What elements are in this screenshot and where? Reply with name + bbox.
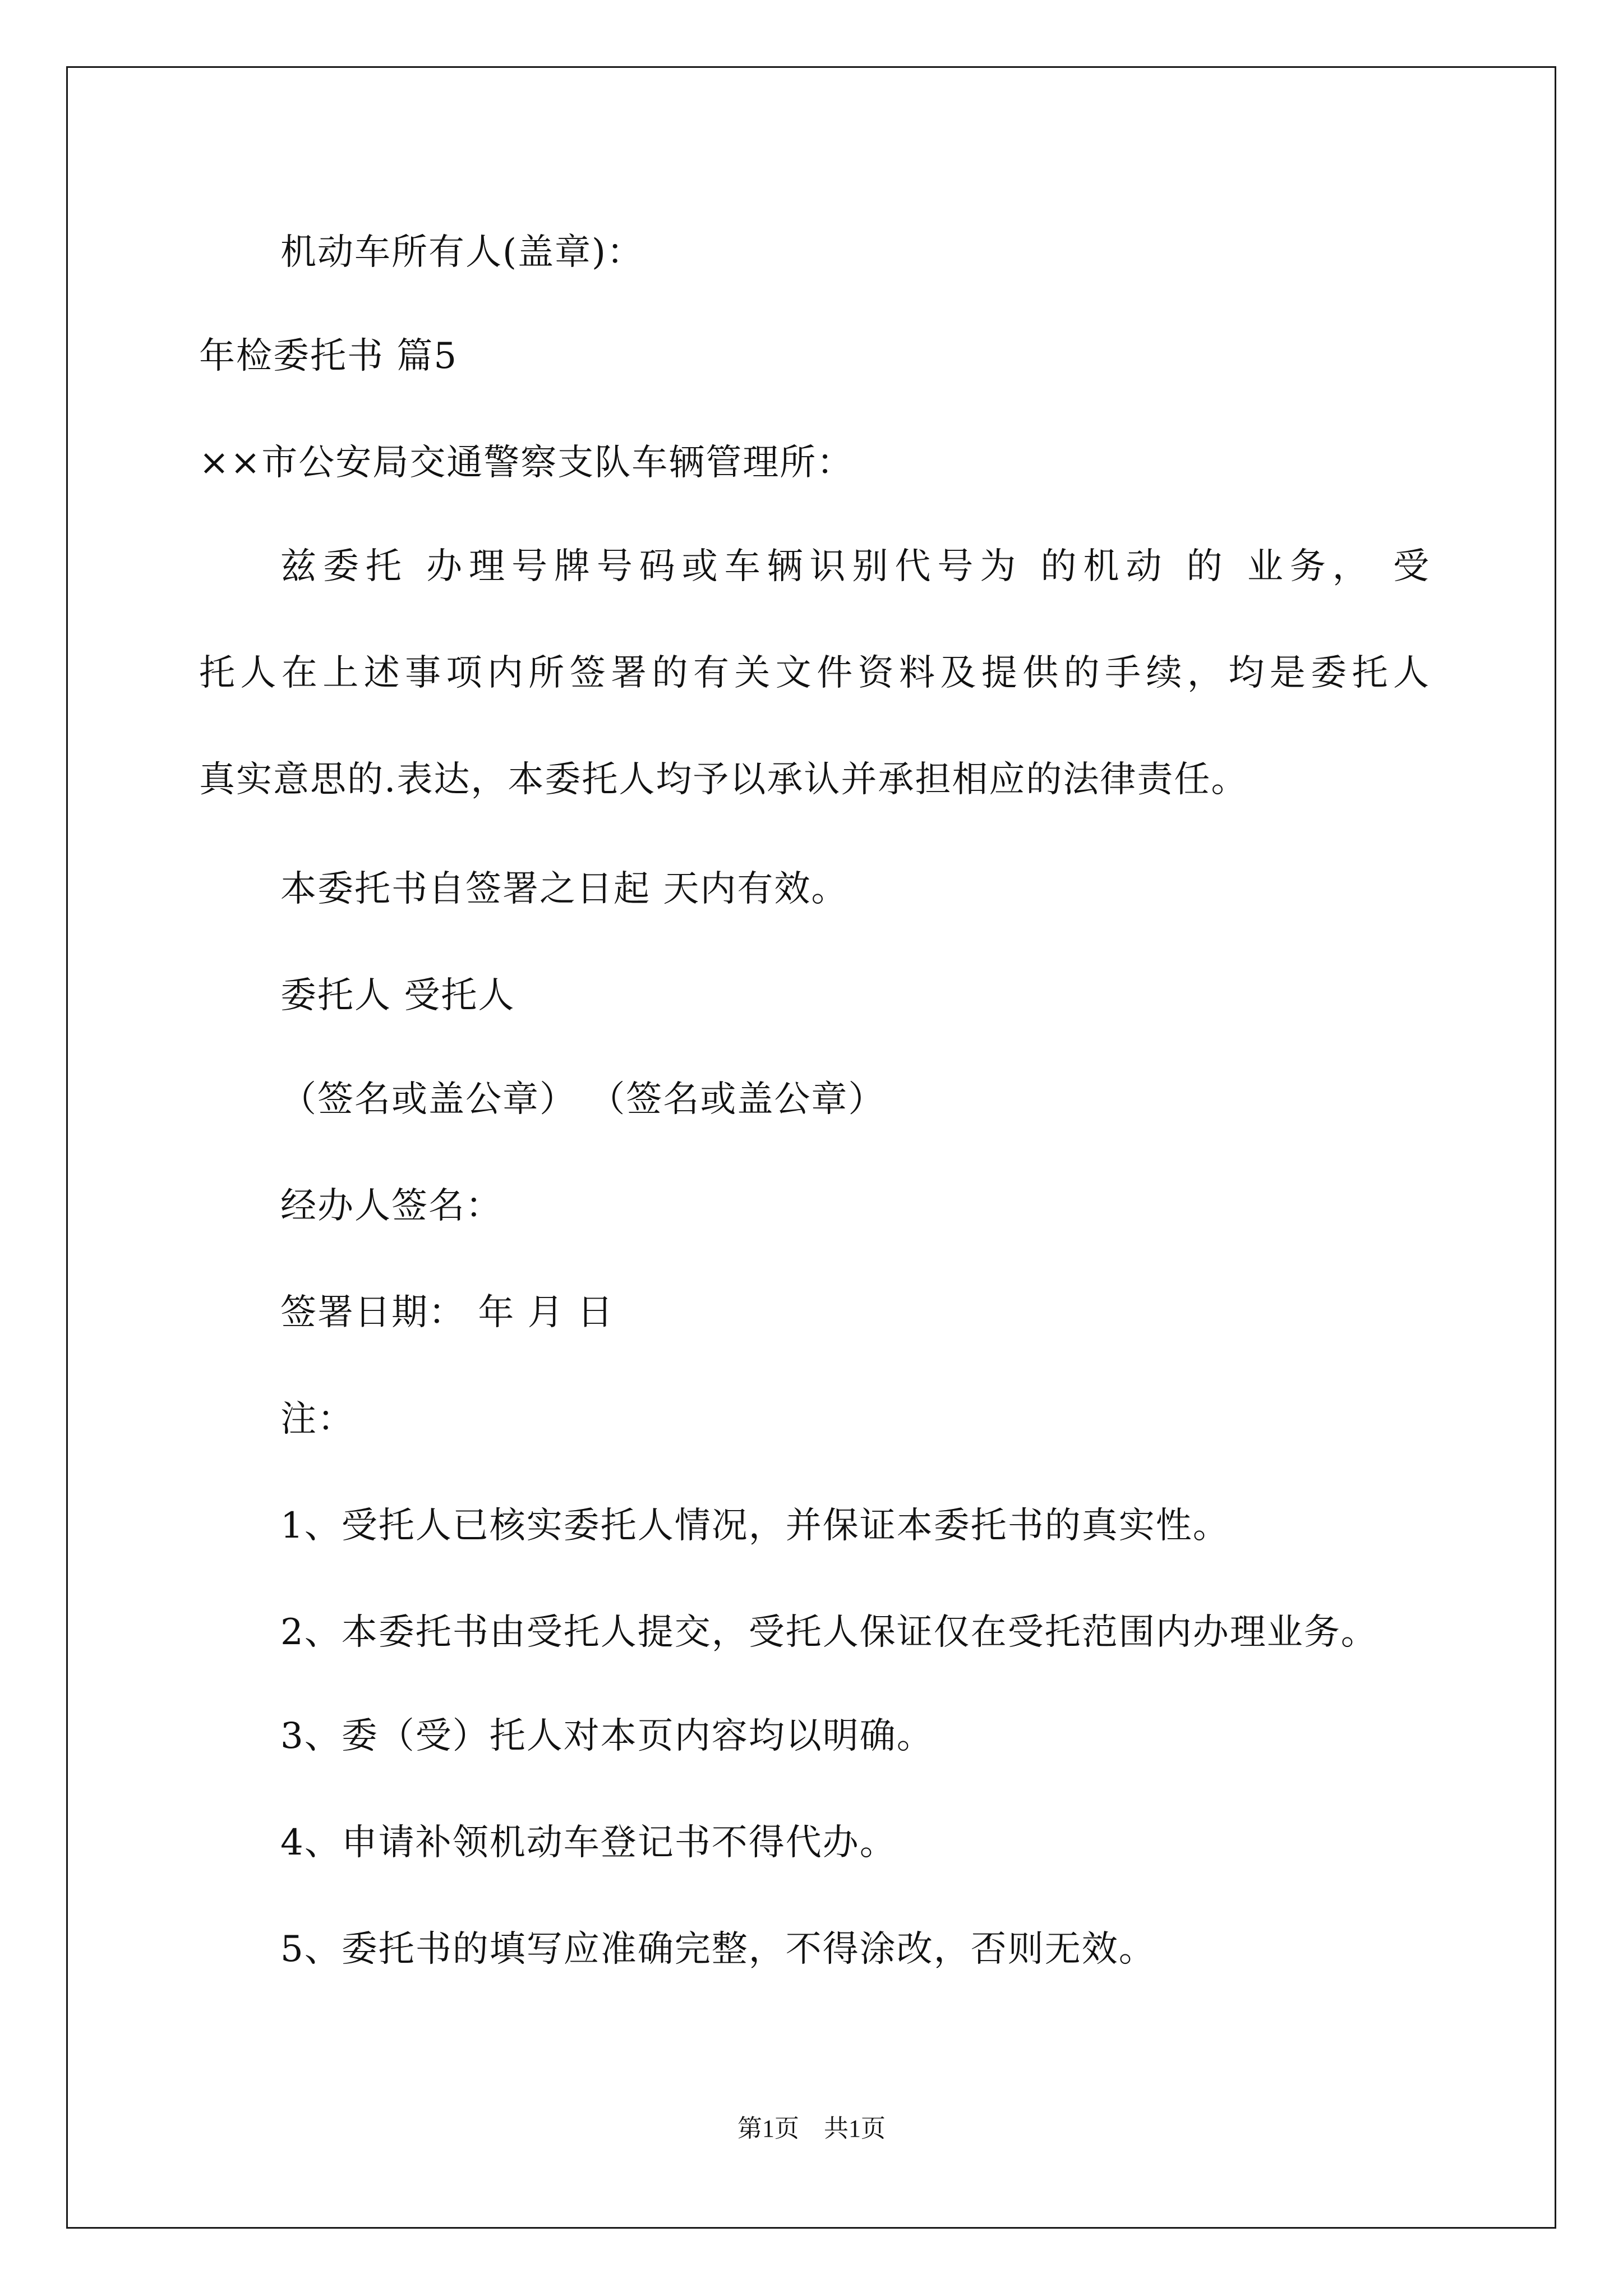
note-item: 5、委托书的填写应准确完整，不得涂改，否则无效。 <box>280 1929 1156 1970</box>
page-footer <box>0 2112 1623 2146</box>
owner-seal-line: 机动车所有人(盖章)： <box>280 232 644 273</box>
validity-statement: 本委托书自签署之日起 天内有效。 <box>280 868 849 910</box>
handler-signature: 经办人签名： <box>280 1185 502 1227</box>
sign-date: 签署日期： 年 月 日 <box>280 1292 615 1333</box>
body-paragraph-line-1: 兹委托 办理号牌号码或车辆识别代号为 的机动 的 业务， 受 <box>280 546 1430 587</box>
page-border <box>66 66 1556 2229</box>
parties-label: 委托人 受托人 <box>280 975 515 1016</box>
page-number: 第1页 <box>737 2115 799 2142</box>
notes-label: 注： <box>280 1398 354 1440</box>
note-item: 4、申请补领机动车登记书不得代办。 <box>280 1822 897 1864</box>
signature-hint: （签名或盖公章） （签名或盖公章） <box>280 1079 886 1120</box>
note-item: 3、委（受）托人对本页内容均以明确。 <box>280 1715 934 1757</box>
body-paragraph-line-3: 真实意思的.表达，本委托人均予以承认并承担相应的法律责任。 <box>199 759 1248 800</box>
addressee: ××市公安局交通警察支队车辆管理所： <box>199 442 854 484</box>
body-paragraph-line-2: 托人在上述事项内所签署的有关文件资料及提供的手续，均是委托人 <box>199 652 1430 694</box>
section-heading: 年检委托书 篇5 <box>199 335 458 377</box>
page-total: 共1页 <box>824 2115 886 2142</box>
note-item: 2、本委托书由受托人提交，受托人保证仅在受托范围内办理业务。 <box>280 1612 1378 1653</box>
note-item: 1、受托人已核实委托人情况，并保证本委托书的真实性。 <box>280 1505 1230 1547</box>
